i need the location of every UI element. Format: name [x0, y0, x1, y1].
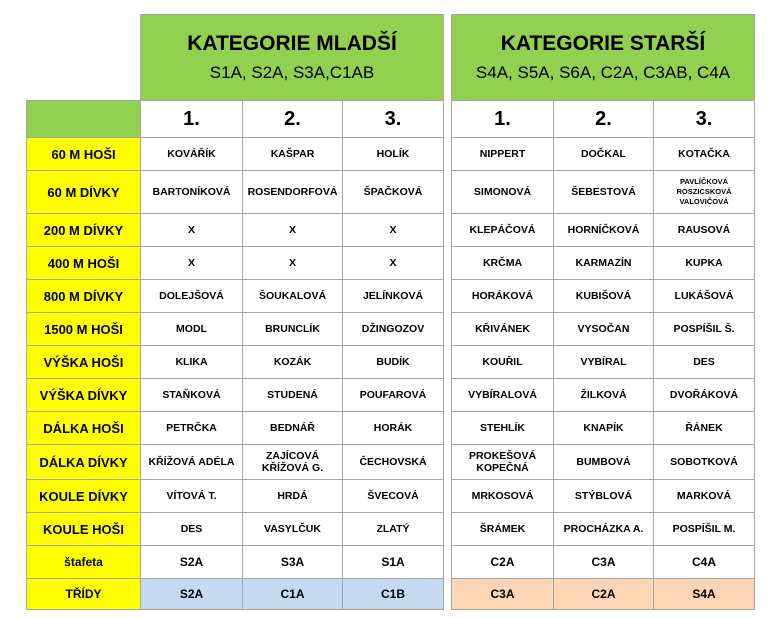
relay-older-1: C2A: [452, 546, 554, 579]
older-place-3: DES: [654, 346, 755, 379]
younger-place-3: DŽINGOZOV: [343, 313, 444, 346]
younger-place-1: KŘÍŽOVÁ ADÉLA: [141, 445, 243, 480]
class-older-2: C2A: [554, 579, 654, 610]
younger-place-2: X: [243, 214, 343, 247]
younger-place-3: ČECHOVSKÁ: [343, 445, 444, 480]
placing-corner: [27, 101, 141, 138]
placing-older-1: 1.: [452, 101, 554, 138]
event-row: [27, 346, 755, 379]
younger-place-3: POUFAROVÁ: [343, 379, 444, 412]
placing-younger-2: 2.: [243, 101, 343, 138]
older-place-1: KOUŘIL: [452, 346, 554, 379]
classes-label: TŘÍDY: [27, 579, 141, 610]
older-place-2: VYBÍRAL: [554, 346, 654, 379]
class-younger-1: S2A: [141, 579, 243, 610]
older-place-3: POSPÍŠIL M.: [654, 513, 755, 546]
older-place-3: SOBOTKOVÁ: [654, 445, 755, 480]
event-row: [27, 379, 755, 412]
relay-label: štafeta: [27, 546, 141, 579]
column-gap: [444, 313, 452, 346]
younger-place-1: DOLEJŠOVÁ: [141, 280, 243, 313]
younger-place-2: VASYLČUK: [243, 513, 343, 546]
younger-place-1: PETRČKA: [141, 412, 243, 445]
event-row: [27, 513, 755, 546]
relay-younger-3: S1A: [343, 546, 444, 579]
class-older-1: C3A: [452, 579, 554, 610]
younger-place-2: ŠOUKALOVÁ: [243, 280, 343, 313]
older-place-2: KARMAZÍN: [554, 247, 654, 280]
column-gap: [444, 101, 452, 138]
column-gap: [444, 171, 452, 214]
column-gap: [444, 480, 452, 513]
event-row: [27, 214, 755, 247]
event-name: KOULE HOŠI: [27, 513, 141, 546]
column-gap: [444, 412, 452, 445]
older-place-3: PAVLÍČKOVÁ ROSZICSKOVÁ VALOVIČOVÁ: [654, 171, 755, 214]
results-table: [26, 14, 755, 610]
younger-place-3: X: [343, 247, 444, 280]
event-row: [27, 138, 755, 171]
older-place-1: PROKEŠOVÁ KOPEČNÁ: [452, 445, 554, 480]
event-name: 60 M DÍVKY: [27, 171, 141, 214]
older-place-3: MARKOVÁ: [654, 480, 755, 513]
older-place-1: HORÁKOVÁ: [452, 280, 554, 313]
younger-place-2: ROSENDORFOVÁ: [243, 171, 343, 214]
younger-place-1: KLIKA: [141, 346, 243, 379]
older-place-2: KUBIŠOVÁ: [554, 280, 654, 313]
event-row: [27, 412, 755, 445]
event-row: [27, 171, 755, 214]
column-gap: [444, 280, 452, 313]
older-place-2: DOČKAL: [554, 138, 654, 171]
column-gap: [444, 15, 452, 101]
younger-place-1: X: [141, 214, 243, 247]
older-place-2: HORNÍČKOVÁ: [554, 214, 654, 247]
relay-older-3: C4A: [654, 546, 755, 579]
column-gap: [444, 445, 452, 480]
younger-place-3: ŠVECOVÁ: [343, 480, 444, 513]
relay-row: [27, 546, 755, 579]
event-row: [27, 445, 755, 480]
older-place-2: VYSOČAN: [554, 313, 654, 346]
event-name: VÝŠKA HOŠI: [27, 346, 141, 379]
older-place-1: VYBÍRALOVÁ: [452, 379, 554, 412]
category-older-header: [452, 15, 755, 101]
placing-older-3: 3.: [654, 101, 755, 138]
older-place-1: STEHLÍK: [452, 412, 554, 445]
event-row: [27, 313, 755, 346]
younger-place-3: X: [343, 214, 444, 247]
older-place-2: BUMBOVÁ: [554, 445, 654, 480]
younger-place-1: VÍTOVÁ T.: [141, 480, 243, 513]
event-name: 1500 M HOŠI: [27, 313, 141, 346]
younger-place-2: KOZÁK: [243, 346, 343, 379]
event-name: 800 M DÍVKY: [27, 280, 141, 313]
event-name: 400 M HOŠI: [27, 247, 141, 280]
column-gap: [444, 579, 452, 610]
class-older-3: S4A: [654, 579, 755, 610]
younger-place-2: BRUNCLÍK: [243, 313, 343, 346]
younger-place-1: STAŇKOVÁ: [141, 379, 243, 412]
class-younger-3: C1B: [343, 579, 444, 610]
category-older-classes: S4A, S5A, S6A, C2A, C3AB, C4A: [475, 62, 731, 82]
placing-row: [27, 101, 755, 138]
event-name: VÝŠKA DÍVKY: [27, 379, 141, 412]
placing-younger-1: 1.: [141, 101, 243, 138]
younger-place-1: X: [141, 247, 243, 280]
older-place-1: KLEPÁČOVÁ: [452, 214, 554, 247]
older-place-3: KOTAČKA: [654, 138, 755, 171]
event-name: KOULE DÍVKY: [27, 480, 141, 513]
event-name: 200 M DÍVKY: [27, 214, 141, 247]
column-gap: [444, 214, 452, 247]
older-place-3: POSPÍŠIL Š.: [654, 313, 755, 346]
column-gap: [444, 138, 452, 171]
younger-place-2: BEDNÁŘ: [243, 412, 343, 445]
older-place-1: KRČMA: [452, 247, 554, 280]
category-older-title: KATEGORIE STARŠÍ: [500, 31, 706, 55]
class-younger-2: C1A: [243, 579, 343, 610]
younger-place-1: MODL: [141, 313, 243, 346]
category-younger-header: [141, 15, 444, 101]
older-place-2: PROCHÁZKA A.: [554, 513, 654, 546]
older-place-3: DVOŘÁKOVÁ: [654, 379, 755, 412]
younger-place-3: BUDÍK: [343, 346, 444, 379]
older-place-3: ŘÁNEK: [654, 412, 755, 445]
event-row: [27, 280, 755, 313]
older-place-1: KŘIVÁNEK: [452, 313, 554, 346]
column-gap: [444, 546, 452, 579]
older-place-2: ŽILKOVÁ: [554, 379, 654, 412]
relay-older-2: C3A: [554, 546, 654, 579]
younger-place-3: ZLATÝ: [343, 513, 444, 546]
relay-younger-2: S3A: [243, 546, 343, 579]
column-gap: [444, 379, 452, 412]
event-row: [27, 247, 755, 280]
placing-older-2: 2.: [554, 101, 654, 138]
older-place-3: KUPKA: [654, 247, 755, 280]
younger-place-3: HOLÍK: [343, 138, 444, 171]
older-place-2: KNAPÍK: [554, 412, 654, 445]
relay-younger-1: S2A: [141, 546, 243, 579]
column-gap: [444, 513, 452, 546]
placing-younger-3: 3.: [343, 101, 444, 138]
younger-place-1: KOVÁŘÍK: [141, 138, 243, 171]
younger-place-2: STUDENÁ: [243, 379, 343, 412]
column-gap: [444, 346, 452, 379]
older-place-1: NIPPERT: [452, 138, 554, 171]
event-name: 60 M HOŠI: [27, 138, 141, 171]
younger-place-3: ŠPAČKOVÁ: [343, 171, 444, 214]
event-name: DÁLKA DÍVKY: [27, 445, 141, 480]
older-place-2: ŠEBESTOVÁ: [554, 171, 654, 214]
category-younger-classes: S1A, S2A, S3A,C1AB: [209, 62, 375, 82]
older-place-1: SIMONOVÁ: [452, 171, 554, 214]
younger-place-3: JELÍNKOVÁ: [343, 280, 444, 313]
older-place-3: RAUSOVÁ: [654, 214, 755, 247]
younger-place-1: BARTONÍKOVÁ: [141, 171, 243, 214]
younger-place-3: HORÁK: [343, 412, 444, 445]
older-place-1: MRKOSOVÁ: [452, 480, 554, 513]
younger-place-2: KAŠPAR: [243, 138, 343, 171]
category-header-row: [27, 15, 755, 101]
older-place-3: LUKÁŠOVÁ: [654, 280, 755, 313]
younger-place-2: ZAJÍCOVÁ KŘÍŽOVÁ G.: [243, 445, 343, 480]
category-younger-title: KATEGORIE MLADŠÍ: [187, 31, 397, 55]
classes-row: [27, 579, 755, 610]
older-place-2: STÝBLOVÁ: [554, 480, 654, 513]
empty-corner: [27, 15, 141, 101]
event-row: [27, 480, 755, 513]
event-name: DÁLKA HOŠI: [27, 412, 141, 445]
younger-place-2: HRDÁ: [243, 480, 343, 513]
older-place-1: ŠRÁMEK: [452, 513, 554, 546]
younger-place-1: DES: [141, 513, 243, 546]
column-gap: [444, 247, 452, 280]
younger-place-2: X: [243, 247, 343, 280]
